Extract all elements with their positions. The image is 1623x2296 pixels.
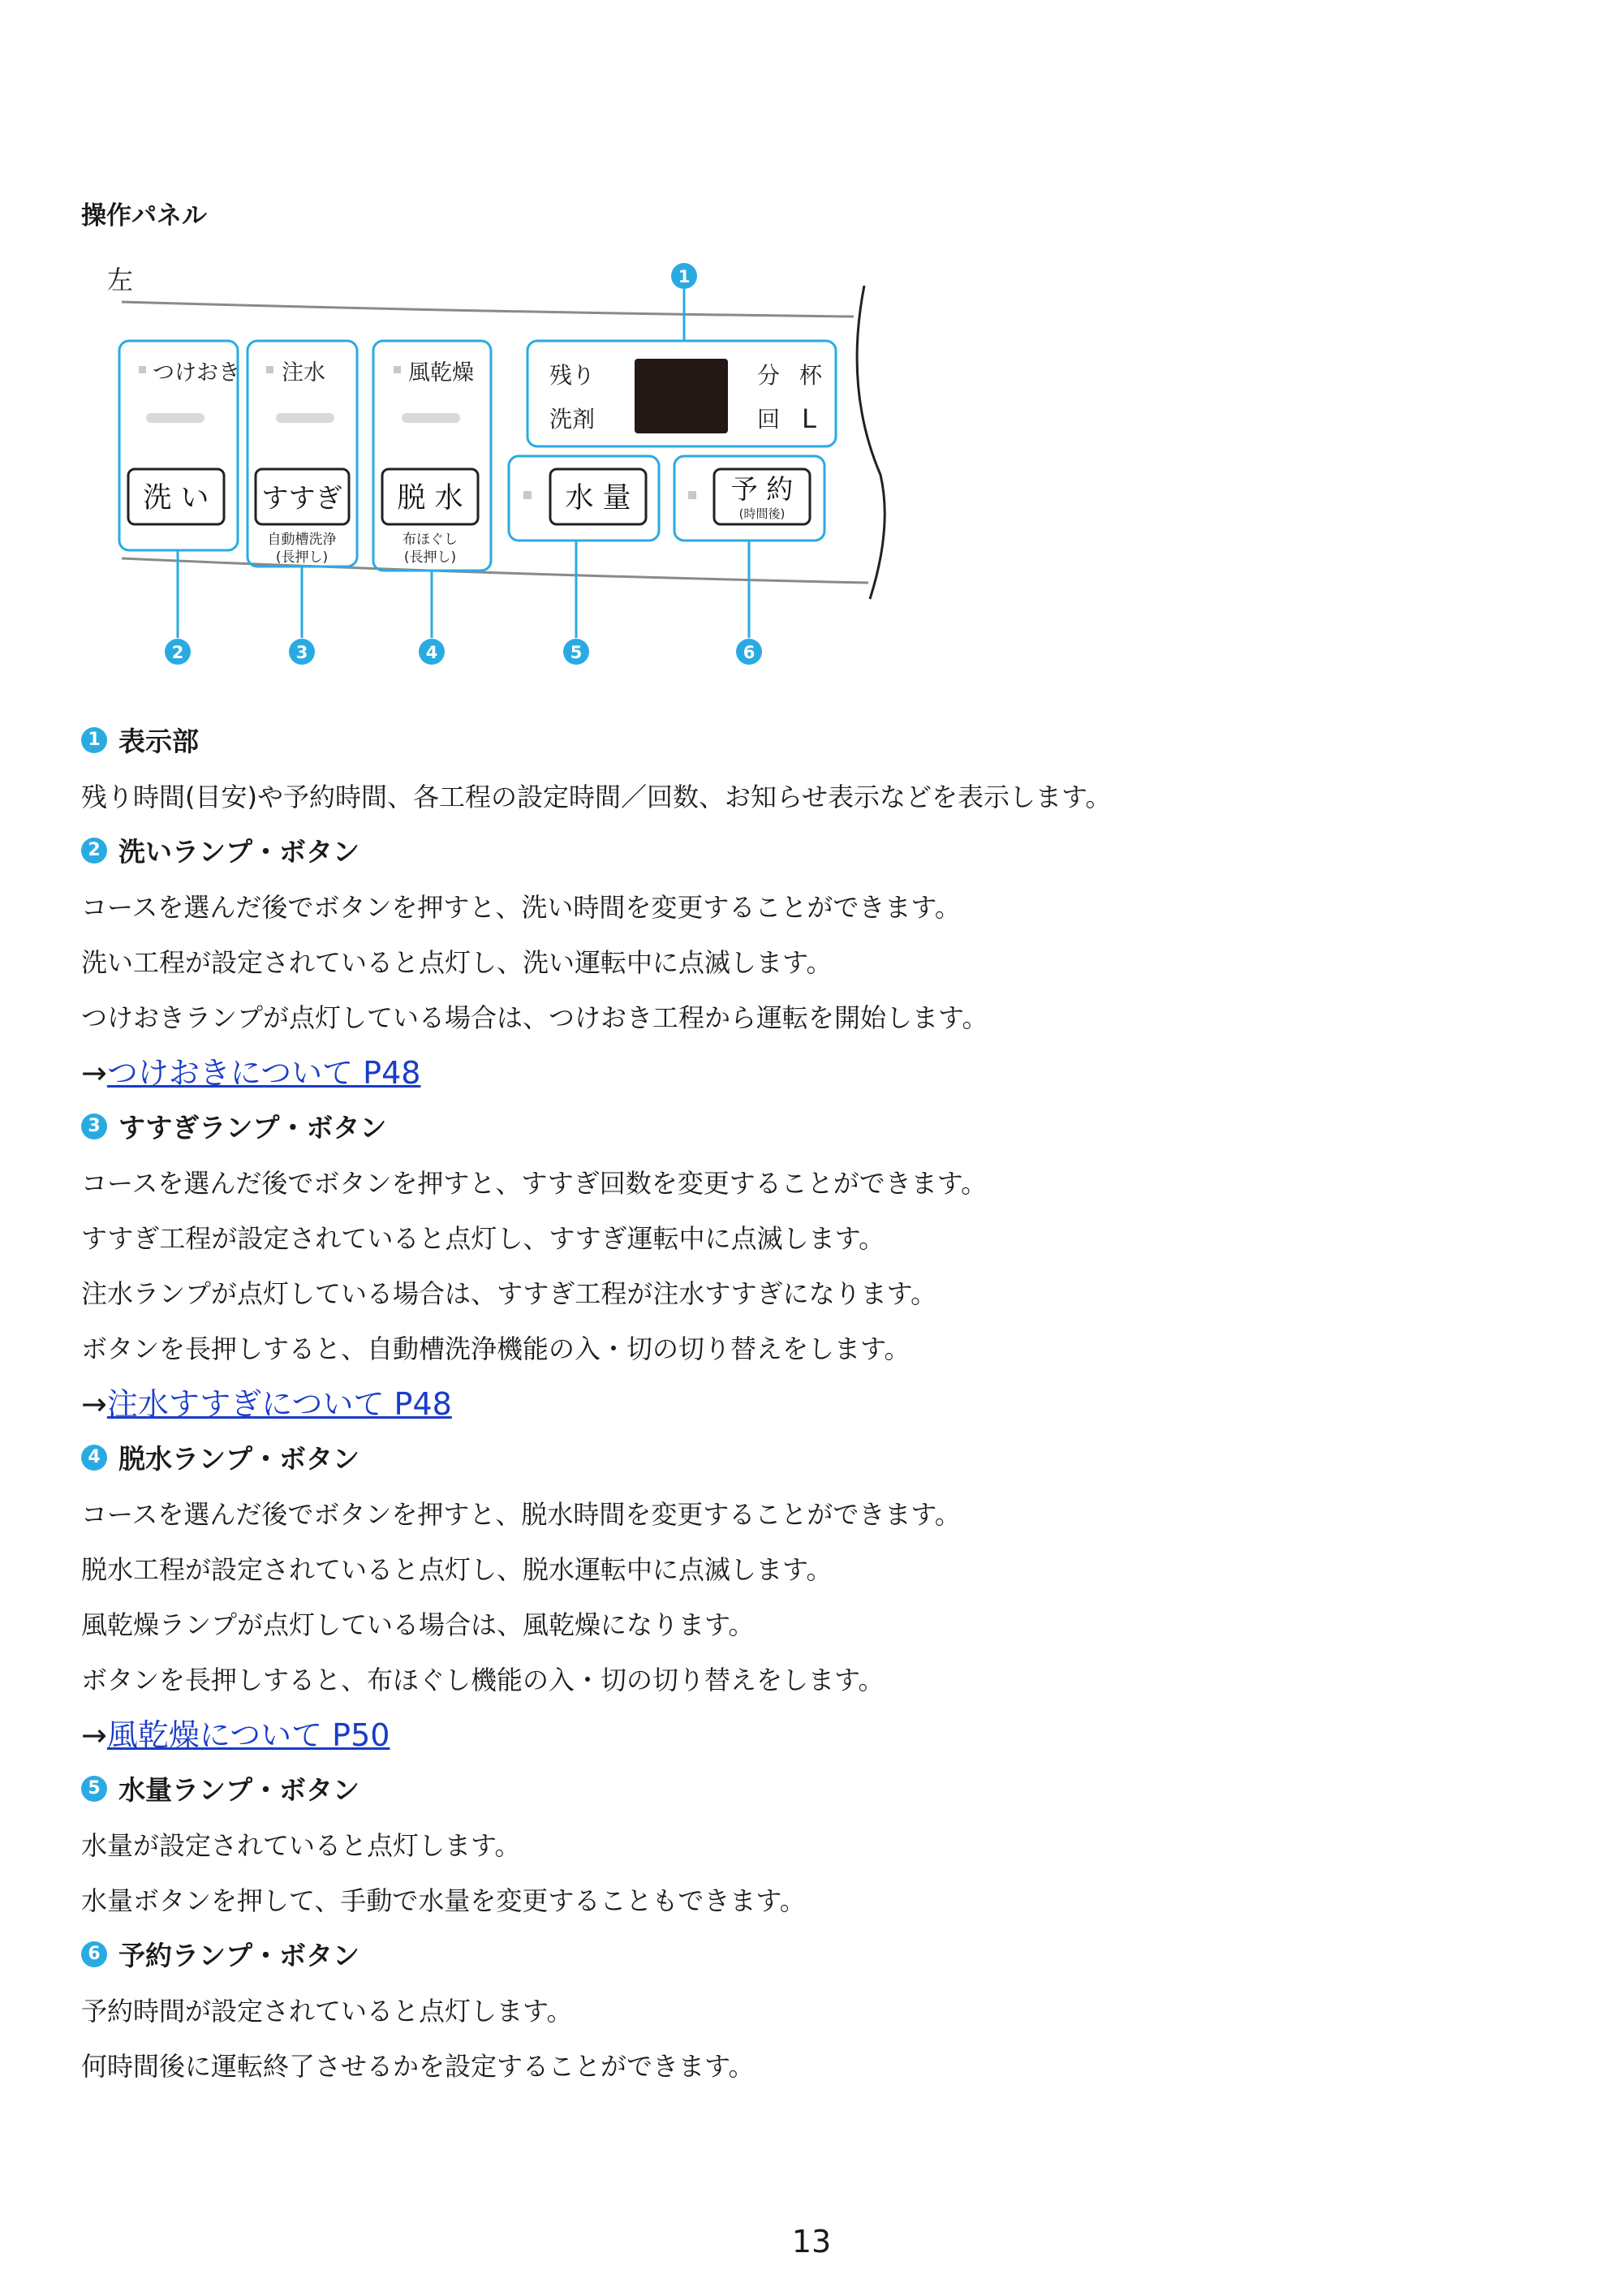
section-4-title: 脱水ランプ・ボタン [118,1443,359,1475]
callout-1-label: 1 [678,267,691,286]
kazekanso-link[interactable]: 風乾燥について P50 [106,1717,390,1753]
section-2-line-2: 洗い工程が設定されていると点灯し、洗い運転中に点滅します。 [81,947,833,978]
dassui-button-label: 脱 水 [397,482,463,515]
section-2-line-3: つけおきランプが点灯している場合は、つけおき工程から運転を開始します。 [81,1002,988,1033]
susugi-button-note-1: 自動槽洗浄 [267,532,337,548]
display-hai: 杯 [799,362,823,389]
kazekanso-lamp-label: 風乾燥 [408,360,474,386]
section-3-line-3: 注水ランプが点灯している場合は、すすぎ工程が注水すすぎになります。 [81,1278,937,1309]
section-3-line-2: すすぎ工程が設定されていると点灯し、すすぎ運転中に点滅します。 [81,1223,885,1254]
tsukeoki-lamp [146,413,204,423]
yoyaku-button-sub: (時間後) [738,506,786,521]
link-arrow: → [81,1386,107,1422]
display-nokori: 残り [549,362,596,389]
section-3-link-row [81,1376,1558,1432]
callout-4-label: 4 [425,643,438,662]
section-4-line-4: ボタンを長押しすると、布ほぐし機能の入・切の切り替えをします。 [81,1665,885,1695]
section-2-title: 洗いランプ・ボタン [118,836,359,868]
section-4-line-1: コースを選んだ後でボタンを押すと、脱水時間を変更することができます。 [81,1499,961,1530]
section-4-number: 4 [81,1445,107,1471]
dassui-button-note-1: 布ほぐし [403,532,458,548]
section-6-title: 予約ランプ・ボタン [118,1940,359,1971]
section-4-line-3: 風乾燥ランプが点灯している場合は、風乾燥になります。 [81,1609,755,1640]
callout-2-label: 2 [171,643,184,662]
display-senzai: 洗剤 [549,406,596,433]
section-6-number: 6 [81,1941,107,1967]
section-2-heading [81,825,1558,880]
link-arrow: → [81,1055,107,1091]
yoyaku-lamp-dot [688,491,696,499]
section-3-heading [81,1101,1558,1156]
display-fun: 分 [757,362,781,389]
section-4-link-row [81,1708,1558,1763]
display-kai: 回 [757,406,781,433]
page-number: 13 [791,2224,832,2259]
suiryo-button-label: 水 量 [565,482,631,515]
panel-right-curve [857,286,885,599]
chusui-lamp [276,413,334,423]
section-3-number: 3 [81,1114,107,1139]
section-1-number: 1 [81,727,107,753]
section-1-title: 表示部 [118,726,199,757]
section-1-line-1: 残り時間(目安)や予約時間、各工程の設定時間／回数、お知らせ表示などを表示します。 [81,782,1112,812]
chusui-lamp-dot [266,366,273,373]
section-5-line-1: 水量が設定されていると点灯します。 [81,1830,521,1861]
panel-top-edge [122,302,854,317]
section-6-line-1: 予約時間が設定されていると点灯します。 [81,1996,573,2027]
display-liter: L [802,403,816,434]
section-4-line-2: 脱水工程が設定されていると点灯し、脱水運転中に点滅します。 [81,1554,833,1585]
callout-5-label: 5 [570,643,583,662]
arai-button-label: 洗 い [143,482,209,515]
suiryo-lamp-dot [523,491,532,499]
section-3-line-1: コースを選んだ後でボタンを押すと、すすぎ回数を変更することができます。 [81,1168,988,1199]
display-screen [635,359,728,433]
panel-bottom-edge [122,558,868,583]
section-2-number: 2 [81,838,107,864]
section-5-title: 水量ランプ・ボタン [118,1774,359,1806]
susugi-button-note-2: (長押し) [275,549,329,566]
tsukeoki-lamp-dot [139,366,146,373]
section-3-line-4: ボタンを長押しすると、自動槽洗浄機能の入・切の切り替えをします。 [81,1333,911,1364]
dassui-button-note-2: (長押し) [403,549,457,566]
kazekanso-lamp-dot [394,366,401,373]
section-6-heading [81,1928,1558,1984]
section-5-number: 5 [81,1776,107,1802]
section-2-line-1: コースを選んだ後でボタンを押すと、洗い時間を変更することができます。 [81,892,961,923]
description-list [81,714,1558,2094]
section-4-heading [81,1432,1558,1487]
control-panel-diagram [0,0,1623,690]
kazekanso-lamp [402,413,460,423]
tsukeoki-lamp-label: つけおき [153,360,240,386]
section-3-title: すすぎランプ・ボタン [118,1112,387,1144]
chusui-susugi-link[interactable]: 注水すすぎについて P48 [106,1386,452,1422]
callout-3-label: 3 [295,643,308,662]
yoyaku-button-label: 予 約 [730,473,794,505]
section-2-link-row [81,1045,1558,1101]
susugi-button-label: すすぎ [261,482,342,514]
callout-6-label: 6 [743,643,756,662]
page-heading: 操作パネル [81,201,207,230]
section-5-heading [81,1763,1558,1818]
section-6-line-2: 何時間後に運転終了させるかを設定することができます。 [81,2051,755,2082]
left-label: 左 [107,265,134,295]
tsukeoki-link[interactable]: つけおきについて P48 [106,1055,421,1091]
chusui-lamp-label: 注水 [282,360,325,386]
link-arrow: → [81,1717,107,1753]
section-5-line-2: 水量ボタンを押して、手動で水量を変更することもできます。 [81,1885,806,1916]
section-1-heading [81,714,1558,769]
